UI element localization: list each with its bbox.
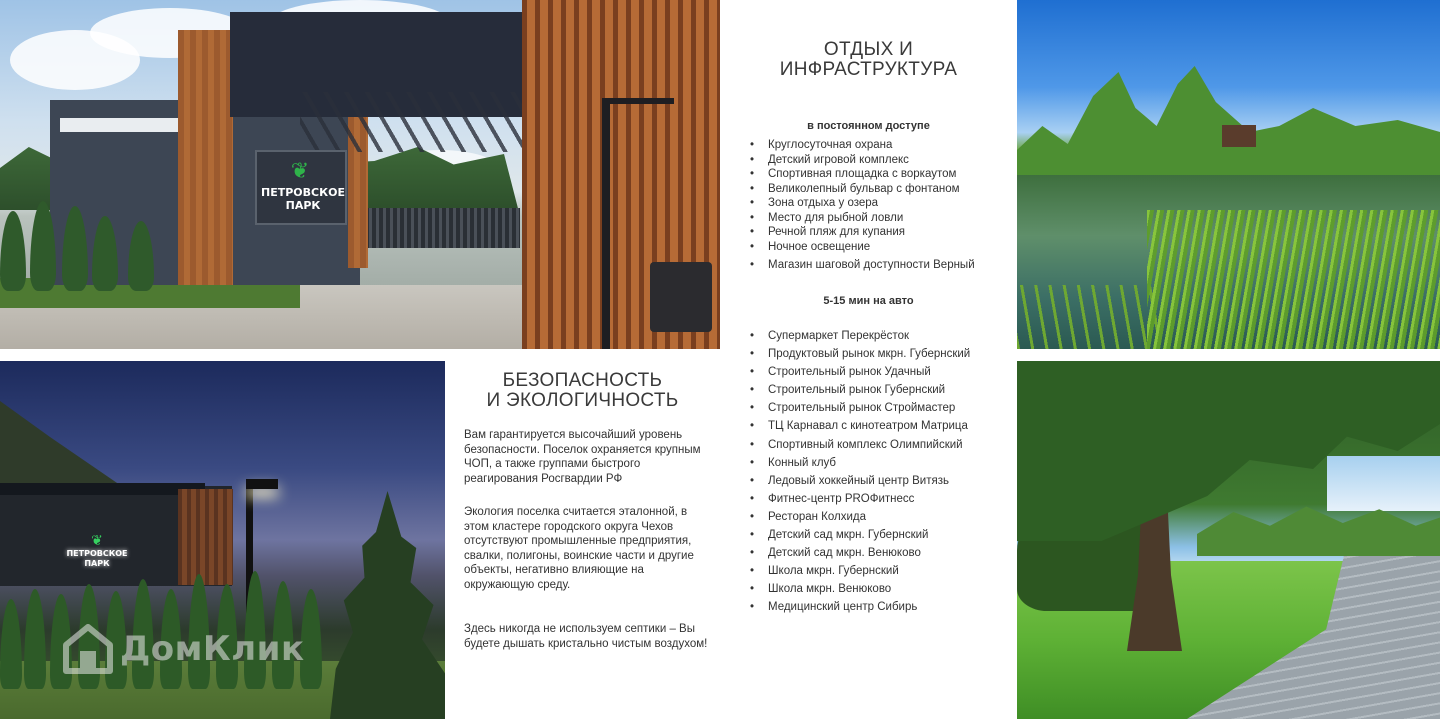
safety-title-line2: И ЭКОЛОГИЧНОСТЬ (486, 390, 679, 411)
list-item: • Супермаркет Перекрёсток (746, 327, 970, 345)
list-item: • Строительный рынок Губернский (746, 381, 970, 399)
safety-section (445, 349, 720, 719)
photo-oak-path (1017, 361, 1440, 719)
list-item: • Детский игровой комплекс (746, 153, 975, 168)
safety-title-line1: БЕЗОПАСНОСТЬ (502, 370, 663, 391)
list-item: • Конный клуб (746, 454, 970, 472)
night-sign-line2: ПАРК (84, 559, 110, 568)
list-item: • Школа мкрн. Венюково (746, 580, 970, 598)
list-item: • Медицинский центр Сибирь (746, 598, 970, 616)
list-item: • Продуктовый рынок мкрн. Губернский (746, 345, 970, 363)
always-available-list (746, 138, 975, 273)
infrastructure-title-line2: ИНФРАСТРУКТУРА (779, 59, 958, 80)
list-item: • Круглосуточная охрана (746, 138, 975, 153)
infrastructure-section (720, 0, 1017, 719)
by-car-heading: 5-15 мин на авто (823, 295, 914, 307)
list-item: • Зона отдыха у озера (746, 196, 975, 211)
list-item: • Речной пляж для купания (746, 225, 975, 240)
list-item: • Место для рыбной ловли (746, 211, 975, 226)
list-item: • Ресторан Колхида (746, 508, 970, 526)
safety-title (445, 371, 720, 411)
entrance-sign-line1: ПЕТРОВСКОЕ (261, 186, 345, 199)
list-item: • Строительный рынок Строймастер (746, 399, 970, 417)
entrance-sign-line2: ПАРК (285, 199, 321, 212)
photo-lake (1017, 0, 1440, 349)
by-car-list (746, 327, 970, 617)
photo-entrance-gate (0, 0, 720, 349)
watermark-text: ДомКлик (120, 629, 305, 669)
infrastructure-title (720, 40, 1017, 80)
always-available-heading: в постоянном доступе (807, 120, 930, 132)
night-sign-line1: ПЕТРОВСКОЕ (66, 549, 128, 558)
list-item: • Фитнес-центр PROФитнесс (746, 490, 970, 508)
leaf-icon: ❦ (91, 532, 103, 548)
list-item: • Детский сад мкрн. Губернский (746, 526, 970, 544)
entrance-sign (255, 150, 347, 225)
list-item: • Детский сад мкрн. Венюково (746, 544, 970, 562)
entrance-sign-text (261, 186, 345, 212)
photo-entrance-night (0, 361, 445, 719)
list-item: • Ледовый хоккейный центр Витязь (746, 472, 970, 490)
house-icon (62, 623, 114, 675)
safety-paragraph: Вам гарантируется высочайший уровень безопасности. Поселок охраняется крупным ЧОП, а также группами быстрого реагирования Росгвардии РФ (464, 429, 701, 485)
list-item: • ТЦ Карнавал с кинотеатром Матрица (746, 417, 970, 435)
list-item: • Великолепный бульвар с фонтаном (746, 182, 975, 197)
list-item: • Ночное освещение (746, 240, 975, 255)
night-sign-text (62, 549, 132, 569)
list-item: • Школа мкрн. Губернский (746, 562, 970, 580)
infrastructure-title-line1: ОТДЫХ И (823, 39, 914, 60)
domclick-watermark (62, 619, 305, 679)
septic-paragraph: Здесь никогда не используем септики – Вы будете дышать кристально чистым воздухом! (464, 623, 708, 650)
leaf-icon: ❦ (290, 158, 310, 183)
list-item: • Строительный рынок Удачный (746, 363, 970, 381)
night-sign (62, 533, 132, 575)
ecology-paragraph: Экология поселка считается эталонной, в этом кластере городского округа Чехов отсутствуют промышленные предприятия, свалки, полигоны, воинские части и другие объекты, негативно влияющие на окружающую среду. (464, 506, 694, 591)
list-item: • Магазин шаговой доступности Верный (746, 258, 975, 273)
list-item: • Спортивный комплекс Олимпийский (746, 436, 970, 454)
list-item: • Спортивная площадка с воркаутом (746, 167, 975, 182)
